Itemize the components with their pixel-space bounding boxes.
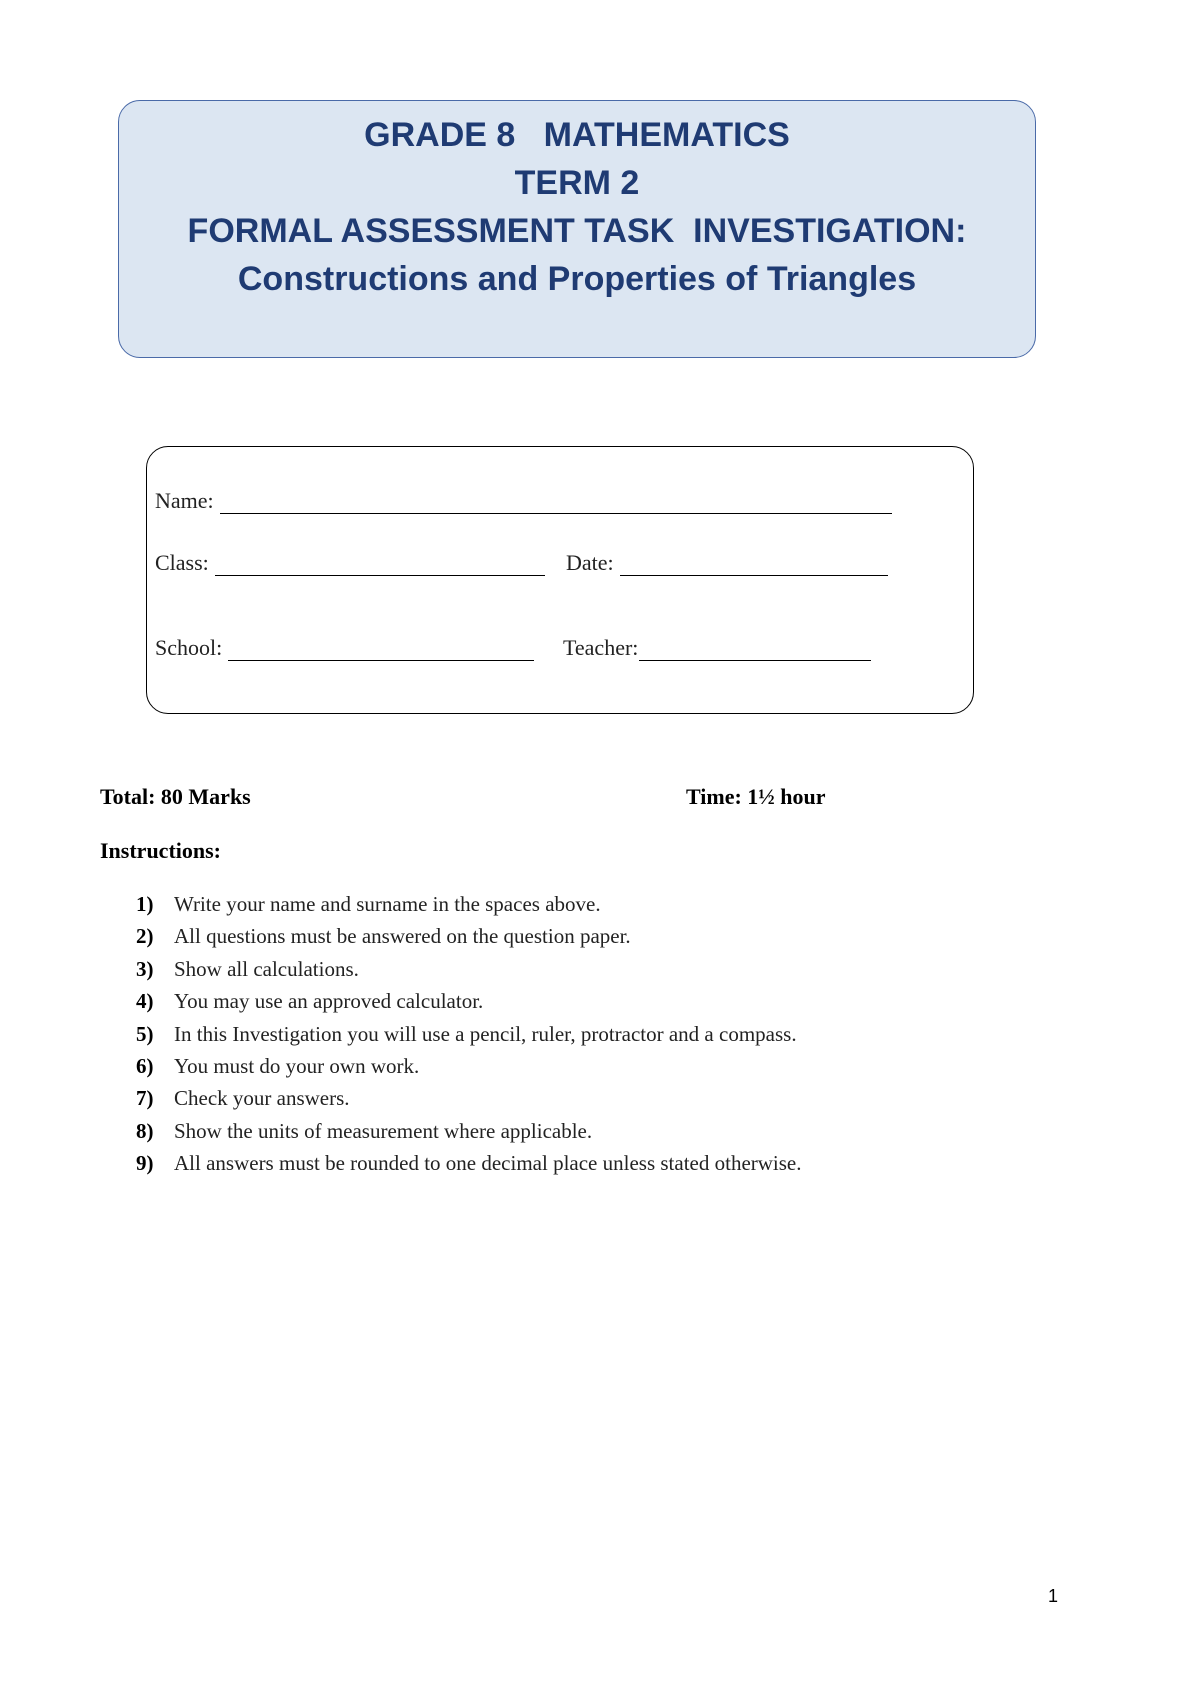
- teacher-label: Teacher:: [563, 635, 639, 660]
- instruction-item: [136, 1050, 802, 1082]
- title-topic: Constructions and Properties of Triangles: [237, 260, 917, 298]
- instruction-text: All questions must be answered on the question paper.: [174, 924, 631, 949]
- instruction-text: Check your answers.: [174, 1086, 350, 1111]
- instruction-item: [136, 1082, 802, 1114]
- class-field: [155, 550, 545, 576]
- instruction-number: 2): [136, 924, 154, 949]
- instructions-list: [136, 888, 802, 1180]
- total-marks: Total: 80 Marks: [100, 784, 251, 809]
- instruction-text: In this Investigation you will use a pencil, ruler, protractor and a compass.: [174, 1021, 797, 1046]
- instruction-item: [136, 888, 802, 920]
- title-term: TERM 2: [514, 164, 640, 202]
- school-field: [155, 635, 534, 661]
- instruction-number: 1): [136, 892, 154, 916]
- instruction-item: [136, 1115, 802, 1147]
- instruction-item: [136, 1018, 802, 1050]
- teacher-blank[interactable]: [639, 638, 871, 661]
- teacher-field: [563, 635, 871, 661]
- instruction-text: You may use an approved calculator.: [174, 989, 484, 1014]
- instruction-number: 4): [136, 989, 154, 1014]
- date-label: Date:: [566, 550, 614, 575]
- instruction-item: [136, 1147, 802, 1179]
- class-label: Class:: [155, 550, 209, 575]
- class-blank[interactable]: [215, 553, 545, 576]
- instruction-number: 9): [136, 1151, 154, 1176]
- school-blank[interactable]: [228, 638, 534, 661]
- instruction-text: All answers must be rounded to one decimal place unless stated otherwise.: [174, 1151, 802, 1176]
- instruction-number: 6): [136, 1053, 154, 1078]
- instruction-number: 3): [136, 956, 154, 981]
- learner-details-box: [146, 446, 974, 714]
- instruction-number: 8): [136, 1118, 154, 1143]
- title-box: [118, 100, 1036, 358]
- instruction-number: 7): [136, 1086, 154, 1111]
- name-field: [155, 488, 892, 514]
- name-blank[interactable]: [220, 491, 892, 514]
- title-grade-subject: GRADE 8 MATHEMATICS: [364, 116, 790, 154]
- date-blank[interactable]: [620, 553, 888, 576]
- school-label: School:: [155, 635, 223, 660]
- instruction-number: 5): [136, 1021, 154, 1046]
- instruction-text: Show all calculations.: [174, 956, 359, 981]
- instruction-item: [136, 920, 802, 952]
- instruction-item: [136, 985, 802, 1017]
- name-label: Name:: [155, 488, 214, 513]
- instructions-heading: Instructions:: [100, 838, 222, 863]
- time-allowed: Time: 1½ hour: [686, 784, 826, 809]
- instruction-text: Write your name and surname in the spaces above.: [174, 892, 601, 916]
- instruction-text: You must do your own work.: [174, 1053, 420, 1078]
- instruction-item: [136, 953, 802, 985]
- instruction-text: Show the units of measurement where applicable.: [174, 1118, 593, 1143]
- date-field: [566, 550, 888, 576]
- page-number: 1: [1048, 1586, 1059, 1606]
- title-task: FORMAL ASSESSMENT TASK INVESTIGATION:: [187, 212, 967, 250]
